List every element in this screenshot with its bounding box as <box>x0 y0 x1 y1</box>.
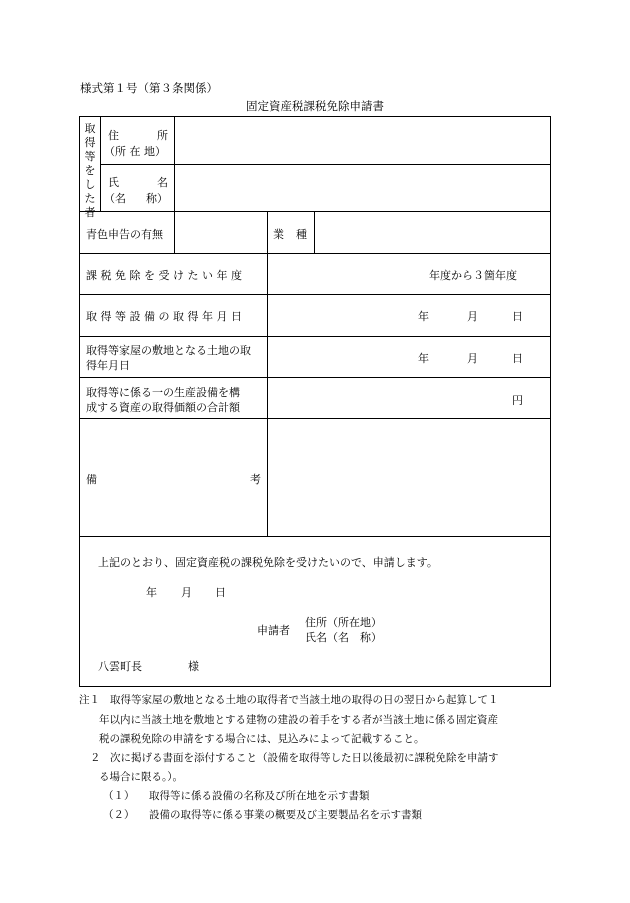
col-divider <box>100 116 101 211</box>
note-2-line-1: 次に掲げる書面を添付すること（設備を取得等した日以後最初に課税免除を申請す <box>110 752 499 764</box>
acquirer-label: 取得等をした者 <box>84 122 96 219</box>
note-1-line-1: 取得等家屋の敷地となる土地の取得者で当該土地の取得の日の翌日から起算して１ <box>110 694 499 706</box>
name-label: 氏 名 <box>108 176 168 189</box>
land-date-day: 日 <box>512 352 523 365</box>
blue-return-value-field[interactable] <box>176 213 266 252</box>
attachment-2-text: 設備の取得等に係る事業の概要及び主要製品名を示す書類 <box>149 809 422 821</box>
equipment-date-month: 月 <box>467 310 478 323</box>
name-value-field[interactable] <box>176 166 549 210</box>
land-acquisition-date-label: 取得等家屋の敷地となる土地の取 <box>86 344 251 357</box>
declaration-date-day: 日 <box>215 586 226 599</box>
addressee: 八雲町長 <box>98 660 142 673</box>
honorific: 様 <box>188 660 199 673</box>
form-number: 様式第１号（第３条関係） <box>80 81 218 95</box>
name-sublabel: （名 称） <box>104 192 168 205</box>
row-divider <box>79 536 551 537</box>
col-divider <box>314 211 315 253</box>
note-1-mark: 注１ <box>79 694 100 706</box>
col-divider <box>174 116 175 253</box>
note-2-line-2: る場合に限る。）。 <box>99 771 183 783</box>
declaration-date-month: 月 <box>181 586 192 599</box>
remarks-label: 備 考 <box>86 473 261 486</box>
applicant-label: 申請者 <box>257 624 290 637</box>
remarks-value-field[interactable] <box>269 420 549 535</box>
row-divider <box>79 253 551 254</box>
applicant-address-label: 住所（所在地） <box>305 616 382 629</box>
total-acquisition-value-label: 取得等に係る一の生産設備を構 <box>86 386 240 399</box>
col-divider <box>267 211 268 536</box>
equipment-date-day: 日 <box>512 310 523 323</box>
row-divider <box>79 418 551 419</box>
land-acquisition-date-label-2: 得年月日 <box>86 359 130 372</box>
land-date-month: 月 <box>467 352 478 365</box>
equipment-date-year: 年 <box>418 310 429 323</box>
blue-return-label: 青色申告の有無 <box>86 228 163 241</box>
address-sublabel: （所 在 地） <box>104 145 166 158</box>
land-date-year: 年 <box>418 352 429 365</box>
note-1-line-2: 年以内に当該土地を敷地とする建物の建設の着手をする者が当該土地に係る固定資産 <box>99 714 498 726</box>
note-1-line-3: 税の課税免除の申請をする場合には、見込みによって記載すること。 <box>99 733 425 745</box>
attachment-1-text: 取得等に係る設備の名称及び所在地を示す書類 <box>149 790 370 802</box>
row-divider <box>79 377 551 378</box>
total-acquisition-value-label-2: 成する資産の取得価額の合計額 <box>86 401 240 414</box>
applicant-name-label: 氏名（名 称） <box>305 631 382 644</box>
address-label: 住 所 <box>108 129 168 142</box>
equipment-acquisition-date-label: 取 得 等 設 備 の 取 得 年 月 日 <box>86 310 242 323</box>
industry-value-field[interactable] <box>316 213 549 252</box>
attachment-2-mark: （２） <box>103 809 135 821</box>
declaration-date-year: 年 <box>146 586 157 599</box>
row-divider <box>100 164 551 165</box>
row-divider <box>79 294 551 295</box>
exemption-years-label: 課 税 免 除 を 受 け た い 年 度 <box>86 269 242 282</box>
page-title: 固定資産税課税免除申請書 <box>246 99 384 113</box>
row-divider <box>79 211 551 212</box>
exemption-years-value: 年度から３箇年度 <box>429 269 517 282</box>
attachment-1-mark: （１） <box>103 790 135 802</box>
address-value-field[interactable] <box>176 118 549 163</box>
note-2-mark: ２ <box>90 752 101 764</box>
row-divider <box>79 336 551 337</box>
yen-unit: 円 <box>512 394 523 407</box>
industry-label: 業 種 <box>273 228 307 241</box>
declaration-statement: 上記のとおり、固定資産税の課税免除を受けたいので、申請します。 <box>98 556 438 569</box>
